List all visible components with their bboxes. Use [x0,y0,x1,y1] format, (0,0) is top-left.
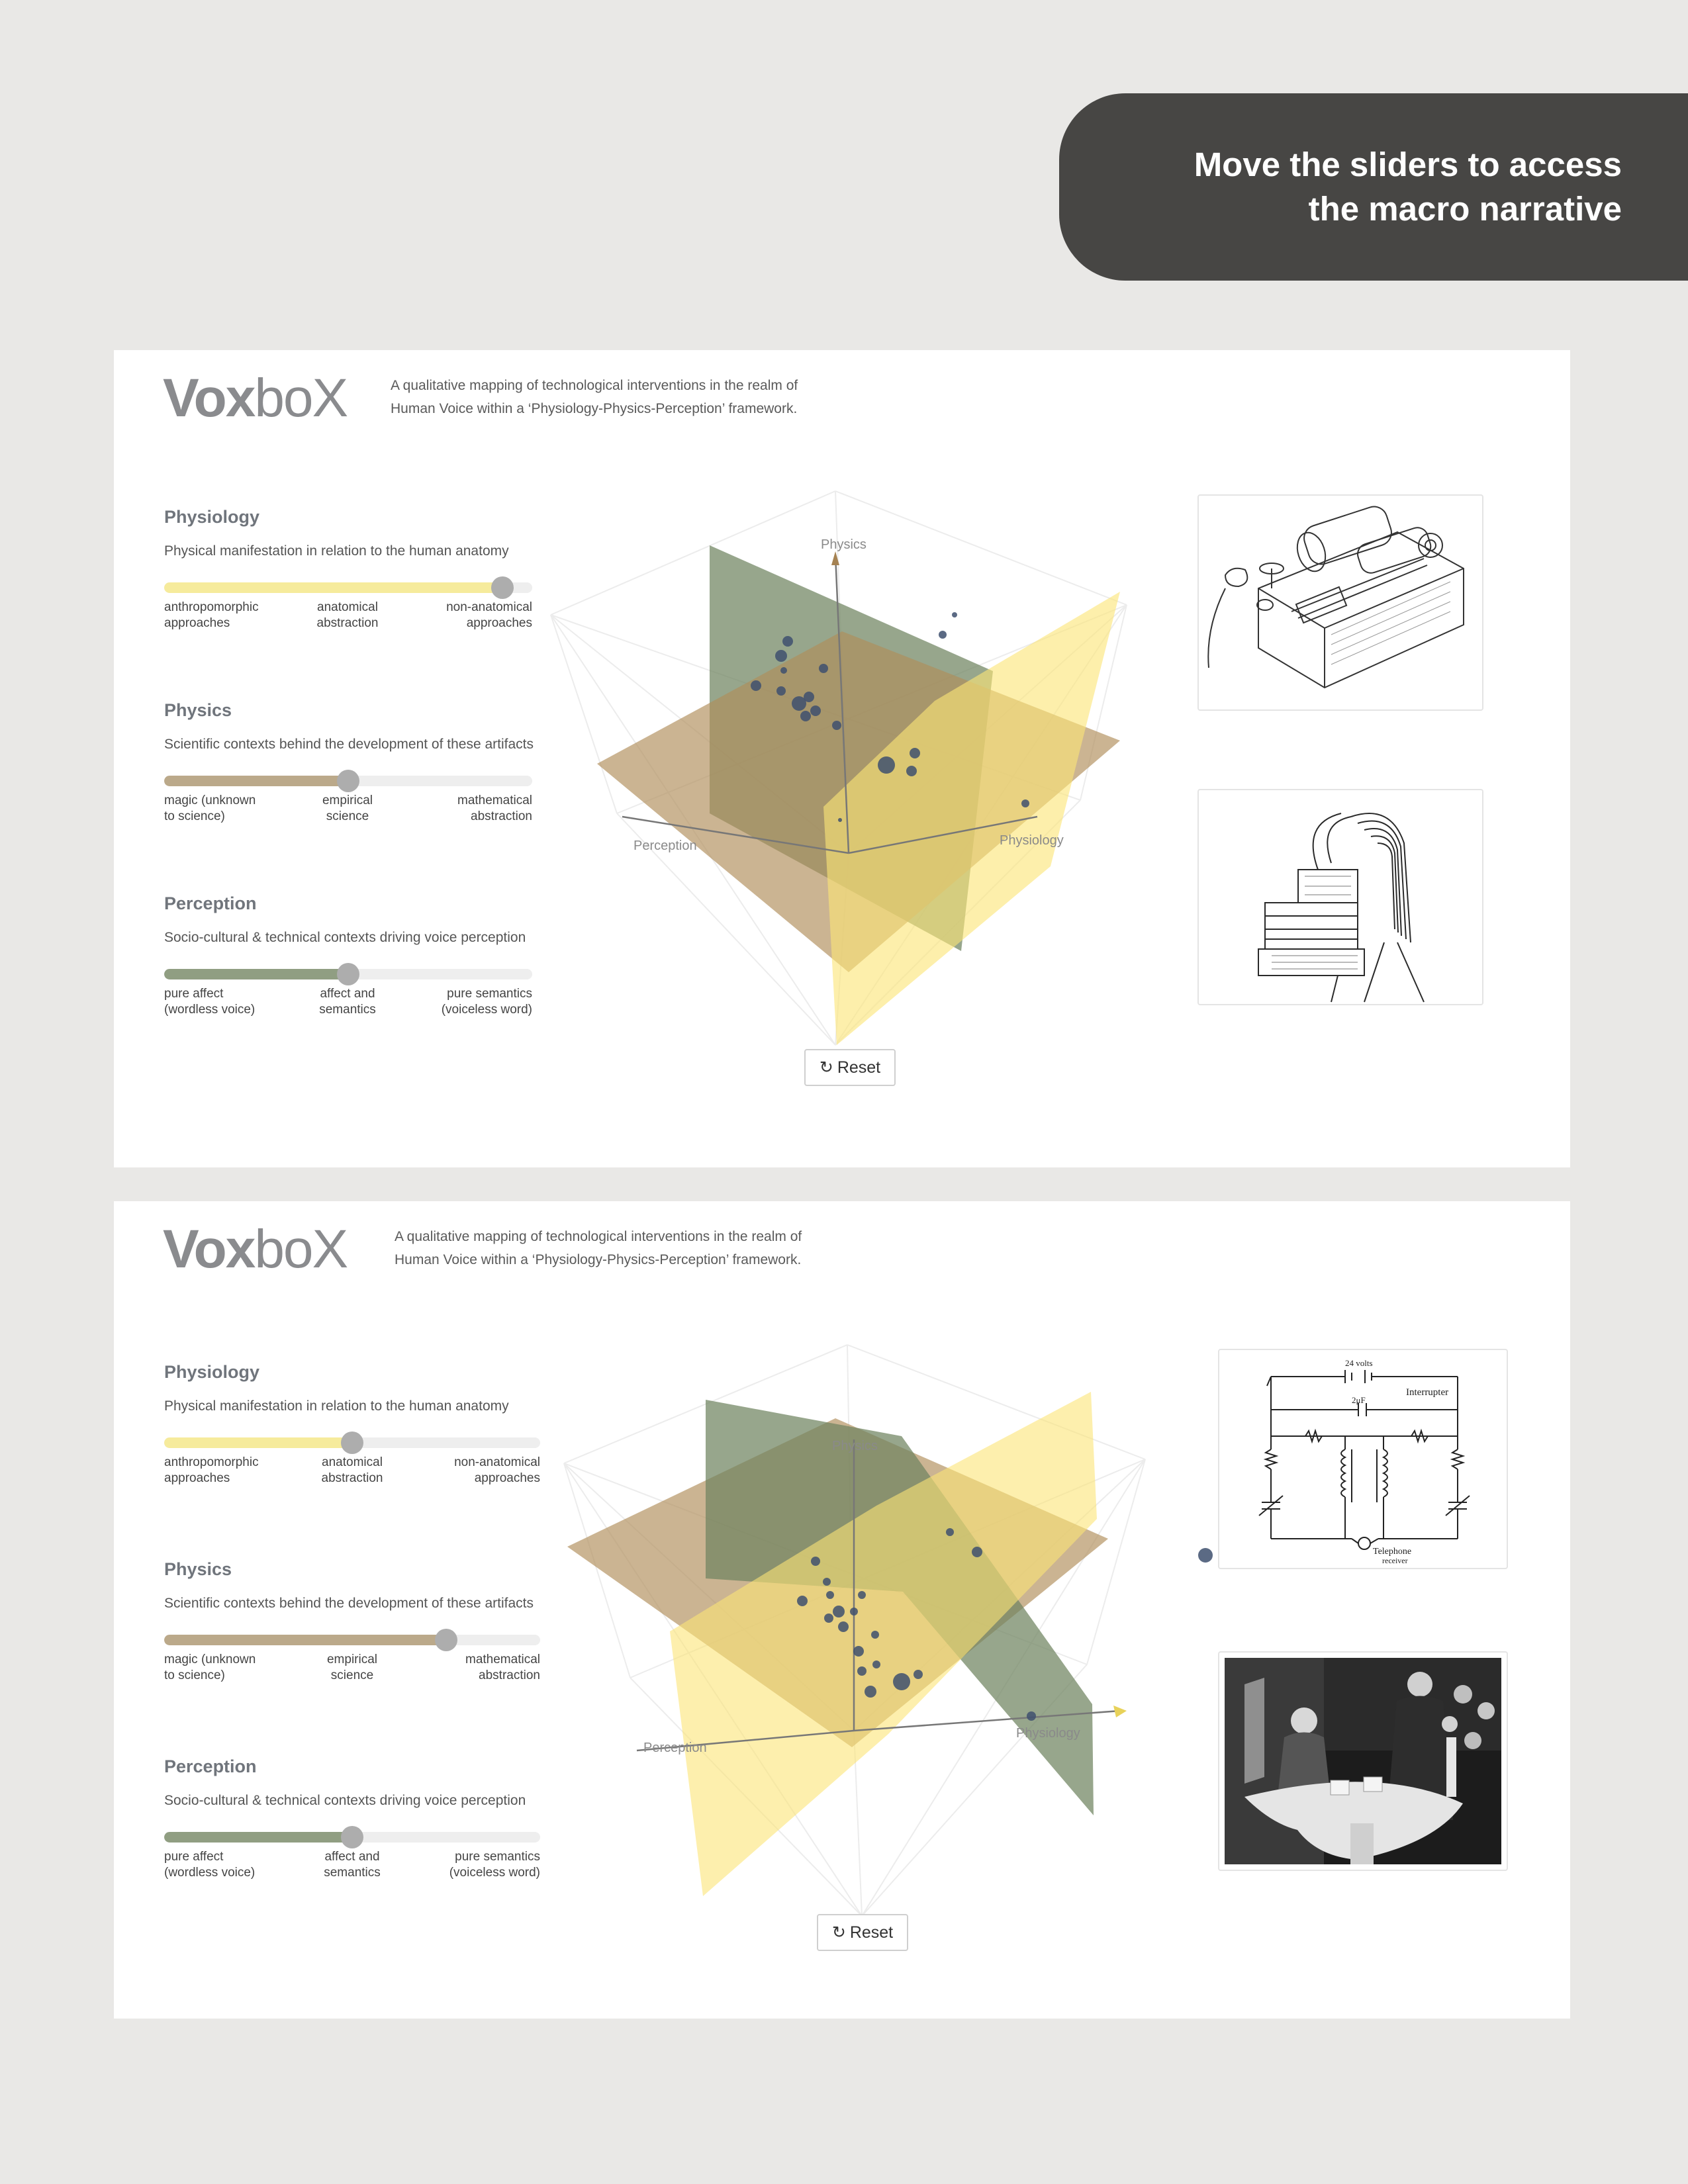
data-point [972,1547,982,1557]
phonograph-illustration [1197,494,1483,711]
data-point [865,1686,876,1698]
banner-line-2: the macro narrative [1308,190,1622,228]
perception-subtitle: Socio-cultural & technical contexts driving voice perception [164,1793,526,1808]
circuit-diagram [1218,1349,1508,1569]
data-point [826,1591,834,1599]
data-point [775,650,787,662]
banner-line-1: Move the sliders to access [1194,146,1622,183]
tick-label: anatomical abstraction [316,600,379,630]
perception-subtitle: Socio-cultural & technical contexts driving voice perception [164,930,526,945]
tick-label: mathematical abstraction [465,1653,540,1682]
voxbox-panel-1 [114,350,1570,1167]
physics-slider-fill [164,776,348,786]
physics-slider-handle[interactable] [337,770,359,792]
axis-label-physiology: Physiology [1000,833,1064,848]
circuit-drawing [1219,1350,1507,1568]
vocal-mechanism-drawing [1199,790,1482,1004]
physiology-slider-fill [164,582,504,593]
physics-slider-handle[interactable] [435,1629,457,1651]
reset-button[interactable]: ↻ Reset [817,1914,908,1951]
data-point [871,1631,879,1639]
data-point [1027,1711,1036,1721]
tick-label: pure affect (wordless voice) [164,987,256,1017]
data-point [824,1614,833,1623]
axis-label-physics: Physics [821,537,867,552]
physiology-axis-arrow [1113,1706,1127,1717]
data-point [1198,1548,1213,1563]
physiology-slider-handle[interactable] [491,576,514,599]
refresh-icon: ↻ [831,1923,846,1942]
voxbox-panel-2 [114,1201,1570,2019]
tick-label: empirical science [326,1653,378,1682]
data-point [952,612,957,617]
physiology-subtitle: Physical manifestation in relation to the human anatomy [164,1398,509,1414]
data-point [893,1673,910,1690]
axis-label-physiology: Physiology [1016,1726,1080,1741]
physics-slider-fill [164,1635,446,1645]
historical-photo [1218,1651,1508,1871]
voltage-label: 24 volts [1345,1358,1373,1368]
tick-label: mathematical abstraction [457,794,532,823]
perception-slider-fill [164,969,348,979]
perception-title: Perception [164,1756,257,1776]
physics-slider[interactable] [164,1635,540,1645]
3d-plot[interactable] [538,1334,1266,1942]
data-point [804,692,814,702]
data-point [838,1621,849,1632]
data-point [780,667,787,674]
physiology-slider-fill [164,1437,352,1448]
perception-title: Perception [164,893,257,913]
data-point [838,818,842,822]
tick-label: magic (unknown to science) [164,794,256,823]
tick-label: pure affect (wordless voice) [164,1850,256,1880]
physiology-slider-handle[interactable] [341,1432,363,1454]
perception-slider-handle[interactable] [337,963,359,985]
data-point [858,1591,866,1599]
tick-label: anthropomorphic approaches [164,1455,259,1485]
physiology-slider[interactable] [164,582,532,593]
tick-label: magic (unknown to science) [164,1653,256,1682]
data-point [811,1557,820,1566]
phonograph-drawing [1199,496,1482,709]
data-point [906,766,917,776]
refresh-icon: ↻ [819,1058,833,1077]
data-point [853,1646,864,1657]
receiver-label: Telephone [1373,1547,1412,1557]
data-point [910,748,920,758]
data-point [776,686,786,696]
data-point [946,1528,954,1536]
data-point [832,721,841,730]
tick-label: pure semantics (voiceless word) [449,1850,540,1880]
receiver-label-2: receiver [1382,1556,1408,1565]
physiology-title: Physiology [164,1362,260,1382]
tick-label: affect and semantics [324,1850,381,1880]
axis-label-physics: Physics [832,1439,878,1453]
data-point [850,1608,858,1615]
reset-button[interactable]: ↻ Reset [804,1049,896,1086]
physics-subtitle: Scientific contexts behind the development of these artifacts [164,1596,534,1611]
tick-label: non-anatomical approaches [454,1455,540,1485]
historical-photo-drawing [1225,1658,1501,1864]
instruction-banner [1059,93,1688,281]
data-point [751,680,761,691]
data-point [914,1670,923,1679]
app-description: A qualitative mapping of technological interventions in the realm of Human Voice within a ‘Physiology-Physics-Perception’ framework. [395,1229,802,1267]
data-point [797,1596,808,1606]
tick-label: anthropomorphic approaches [164,600,259,630]
voxbox-logo: VoxboX [163,368,348,428]
physics-subtitle: Scientific contexts behind the development of these artifacts [164,737,534,752]
capacitor-label: 2μF [1352,1395,1366,1405]
app-description: A qualitative mapping of technological interventions in the realm of Human Voice within a ‘Physiology-Physics-Perception’ framework. [391,378,798,416]
tick-label: pure semantics (voiceless word) [441,987,532,1017]
3d-plot[interactable] [538,482,1266,1078]
tick-label: empirical science [322,794,373,823]
axis-label-perception: Perception [633,839,697,853]
data-point [857,1666,867,1676]
tick-label: affect and semantics [319,987,376,1017]
data-point [939,631,947,639]
physiology-title: Physiology [164,507,260,527]
physiology-subtitle: Physical manifestation in relation to the human anatomy [164,543,509,559]
voxbox-logo: VoxboX [163,1219,348,1279]
physics-title: Physics [164,700,232,720]
tick-label: non-anatomical approaches [446,600,532,630]
data-point [872,1661,880,1668]
data-point [810,705,821,716]
perception-slider-fill [164,1832,352,1843]
interrupter-label: Interrupter [1406,1387,1449,1398]
perception-slider-handle[interactable] [341,1826,363,1848]
data-point [800,711,811,721]
data-point [819,664,828,673]
data-point [878,756,895,774]
data-point [782,636,793,647]
data-point [823,1578,831,1586]
data-point [1021,799,1029,807]
tick-label: anatomical abstraction [321,1455,383,1485]
axis-label-perception: Perception [643,1741,707,1755]
data-point [833,1606,845,1617]
vocal-mechanism-illustration [1197,789,1483,1005]
physics-title: Physics [164,1559,232,1579]
